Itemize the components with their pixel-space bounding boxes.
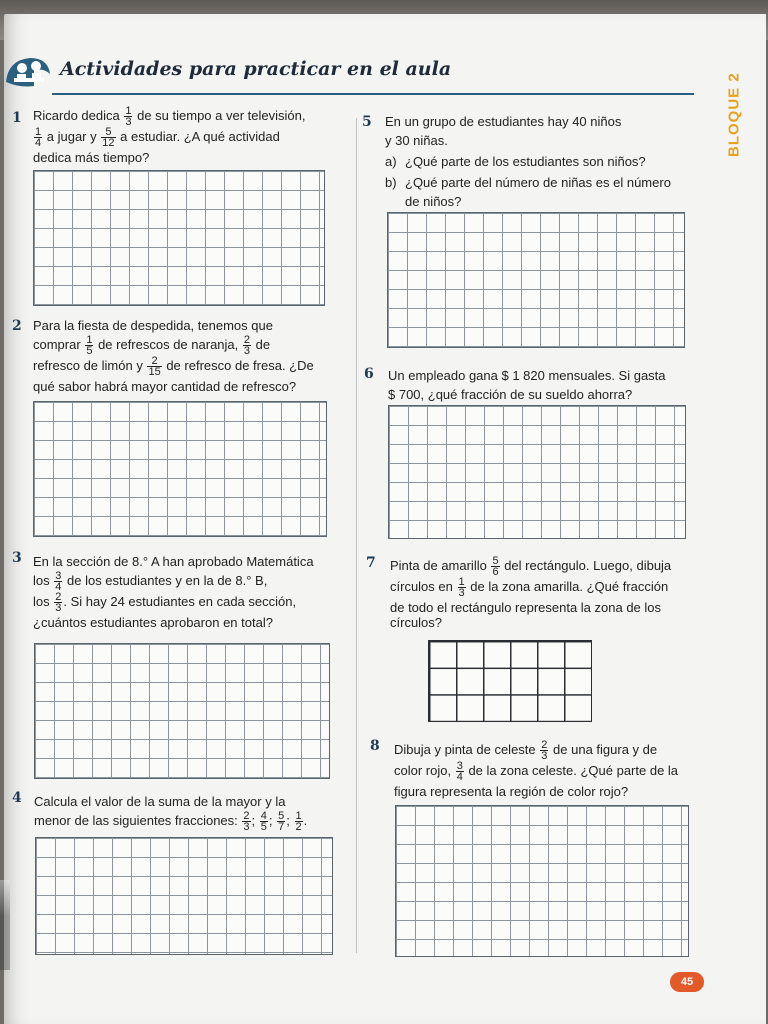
column-divider bbox=[356, 118, 357, 953]
spine-mark bbox=[0, 880, 10, 970]
page-number-badge: 45 bbox=[670, 972, 704, 992]
fraction: $\frac{1}{3}$ bbox=[458, 576, 465, 600]
fraction: $\frac{2}{3}$ bbox=[55, 591, 62, 615]
answer-grid[interactable] bbox=[34, 643, 330, 779]
fraction: $\frac{1}{4}$ bbox=[35, 126, 42, 150]
fraction: $\frac{4}{5}$ bbox=[260, 810, 267, 834]
fraction: $\frac{5}{12}$ bbox=[102, 126, 115, 150]
question-number: 8 bbox=[370, 738, 380, 754]
title-underline bbox=[52, 93, 694, 95]
page-title: Actividades para practicar en el aula bbox=[60, 58, 452, 80]
question-number: 3 bbox=[12, 550, 22, 566]
fraction: $\frac{2}{3}$ bbox=[243, 334, 251, 358]
question-number: 4 bbox=[12, 790, 22, 806]
question-number: 5 bbox=[362, 114, 372, 130]
fraction: $\frac{5}{7}$ bbox=[278, 810, 285, 834]
fraction: $\frac{1}{3}$ bbox=[125, 105, 132, 129]
question-number: 7 bbox=[366, 555, 376, 571]
question-number: 6 bbox=[364, 366, 374, 382]
question-3-text: En la sección de 8.° A han aprobado Matemática los $\frac{3}{4}$ de los estudiantes y en la de 8.° B, los $\frac{2}{3}$ . Si hay 24 estudiantes en cada sección, ¿cuántos estudiantes aprobaron en total? bbox=[33, 554, 314, 631]
fraction: $\frac{3}{4}$ bbox=[456, 760, 463, 784]
question-6-text: Un empleado gana $ 1 820 mensuales. Si gasta $ 700, ¿qué fracción de su sueldo ahorra? bbox=[388, 368, 666, 402]
fraction: $\frac{2}{3}$ bbox=[243, 810, 250, 834]
question-5-text: En un grupo de estudiantes hay 40 niños y 30 niñas. a) ¿Qué parte de los estudiantes son niños? b) ¿Qué parte del número de niñas es el número de niños? bbox=[385, 114, 671, 209]
section-tab: BLOQUE 2 bbox=[725, 72, 743, 158]
fraction: $\frac{1}{5}$ bbox=[86, 334, 93, 358]
question-8-text: Dibuja y pinta de celeste $\frac{2}{3}$ de una figura y de color rojo, $\frac{3}{4}$ de la zona celeste. ¿Qué parte de la figura representa la región de color rojo? bbox=[394, 739, 679, 800]
rectangle-6-parts-grid[interactable] bbox=[428, 640, 592, 722]
question-7-text: Pinta de amarillo $\frac{5}{6}$ del rectángulo. Luego, dibuja círculos en $\frac{1}{3}$ de la zona amarilla. ¿Qué fracción de todo el rectángulo representa la zona de los círculos? bbox=[390, 555, 672, 631]
question-2-text: Para la fiesta de despedida, tenemos que comprar $\frac{1}{5}$ de refrescos de naranja, $\frac{2}{3}$ de refresco de limón y $\frac{2}{15}$ de refresco de fresa. ¿De qué sabor habrá mayor cantidad de refresco? bbox=[33, 318, 314, 395]
fraction: $\frac{1}{2}$ bbox=[295, 810, 302, 834]
fraction: $\frac{5}{6}$ bbox=[492, 555, 499, 579]
answer-grid[interactable] bbox=[35, 837, 333, 955]
answer-grid[interactable] bbox=[387, 212, 685, 348]
answer-grid[interactable] bbox=[388, 405, 686, 539]
answer-grid[interactable] bbox=[33, 170, 325, 306]
question-number: 2 bbox=[12, 318, 22, 334]
question-1-text: Ricardo dedica $\frac{1}{3}$ de su tiempo a ver televisión, $\frac{1}{4}$ a jugar y $\frac{5}{12}$ a estudiar. ¿A qué actividad dedica más tiempo? bbox=[33, 105, 306, 166]
answer-grid[interactable] bbox=[33, 401, 327, 537]
answer-grid[interactable] bbox=[395, 805, 689, 957]
fraction: $\frac{2}{15}$ bbox=[148, 355, 161, 379]
question-number: 1 bbox=[12, 110, 22, 126]
students-desk-icon bbox=[4, 52, 52, 94]
fraction: $\frac{3}{4}$ bbox=[55, 570, 62, 594]
fraction: $\frac{2}{3}$ bbox=[541, 739, 548, 763]
question-4-text: Calcula el valor de la suma de la mayor y la menor de las siguientes fracciones: $\frac{2}{3}$ ; $\frac{4}{5}$ ; $\frac{5}{7}$ ; $\frac{1}{2}$ . bbox=[34, 794, 308, 834]
